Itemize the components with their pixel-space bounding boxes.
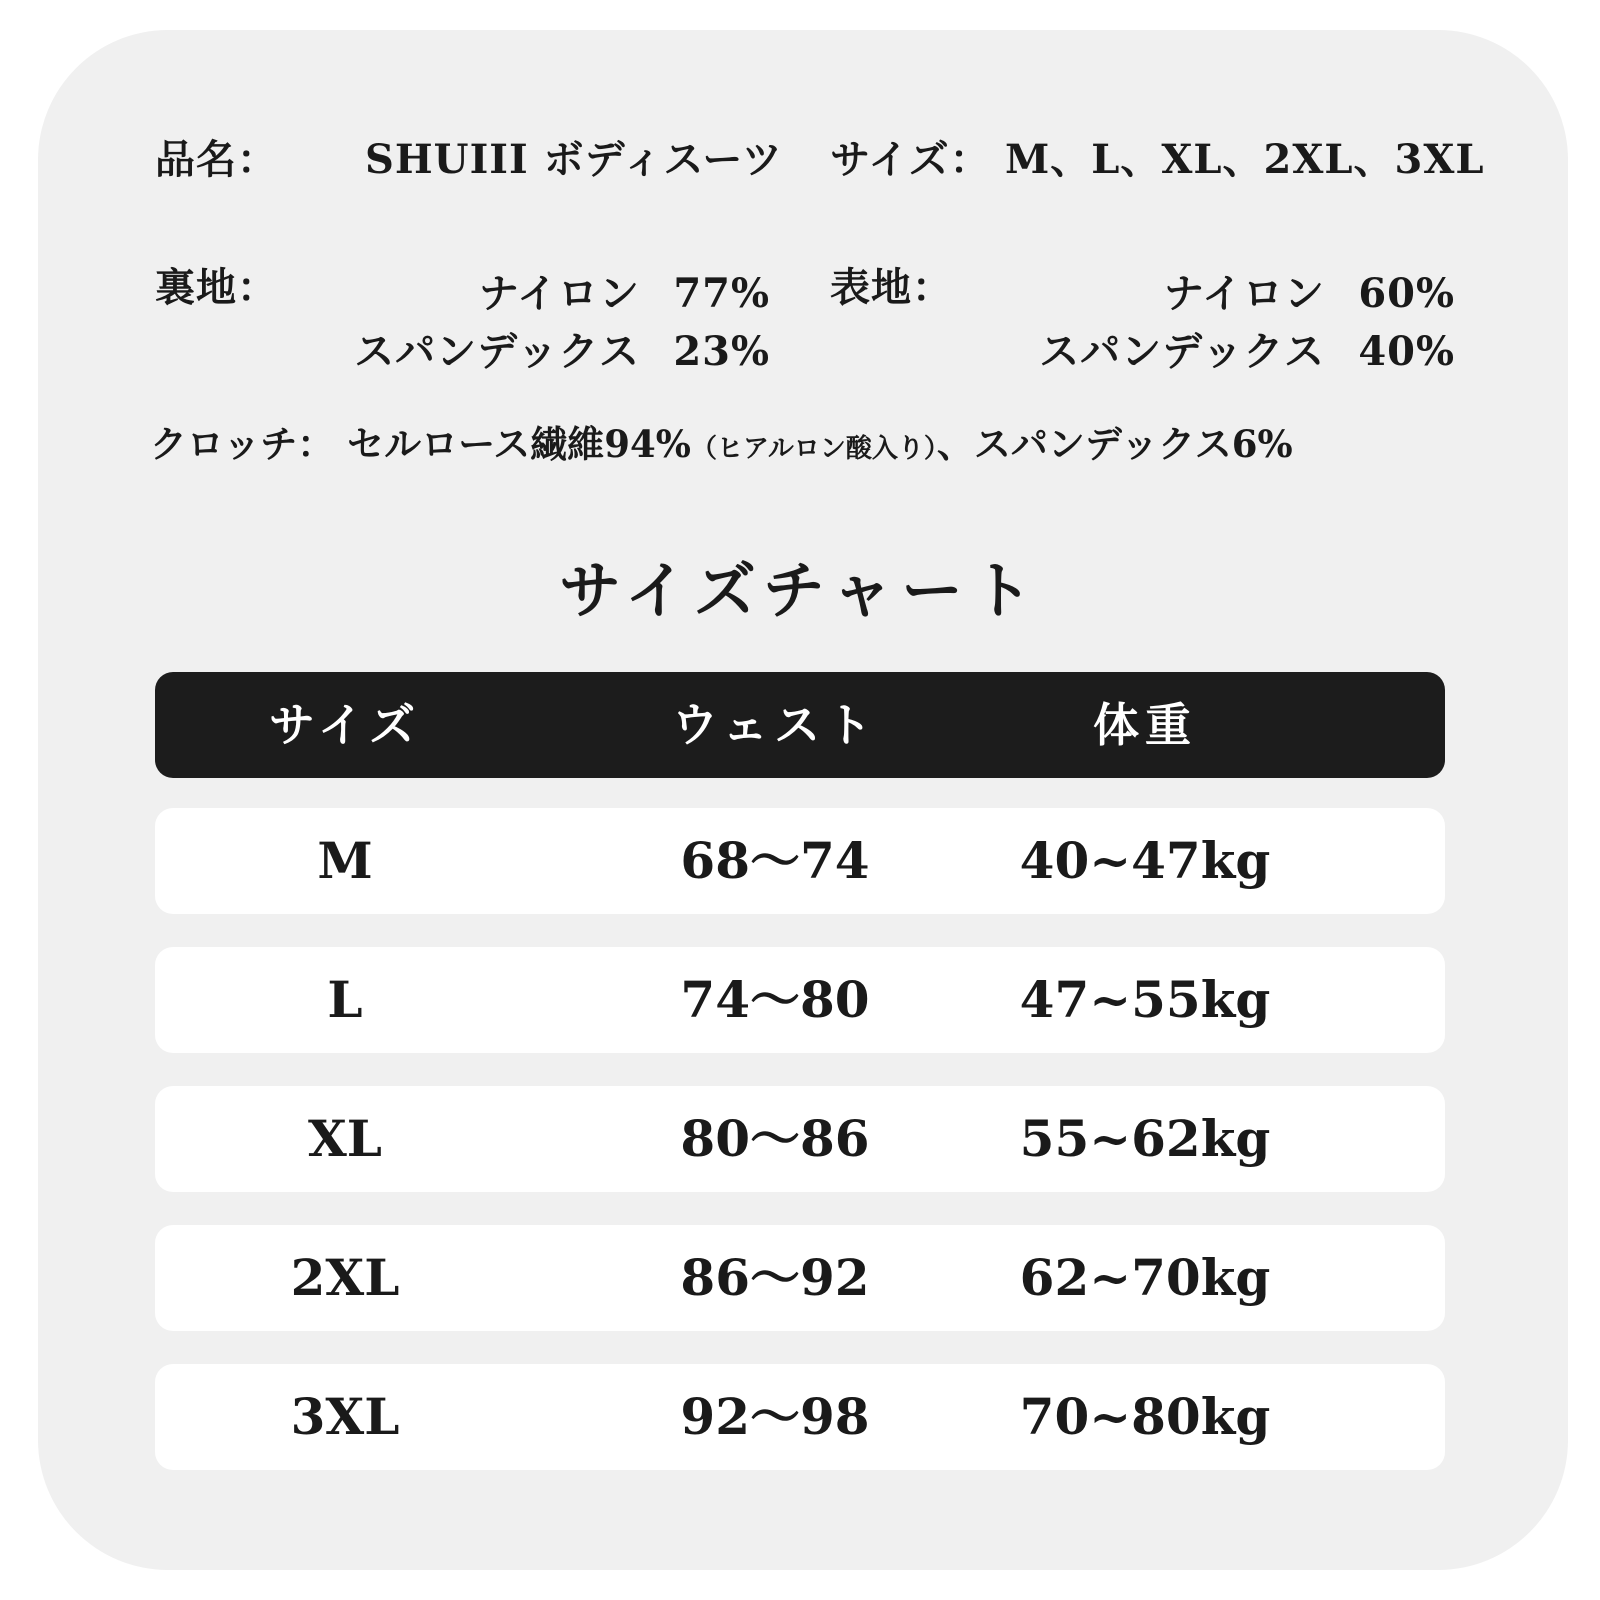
crotch-main: セルロース繊維94% (347, 422, 691, 466)
lining-percent: 23% (673, 328, 770, 375)
outer-material: ナイロン (1163, 270, 1325, 317)
row-size: 3XL (290, 1387, 400, 1446)
row-weight: 62~70kg (1019, 1248, 1271, 1307)
crotch-line (150, 422, 1293, 466)
header-waist: ウェスト (671, 698, 879, 752)
lining-label: 裏地： (155, 264, 278, 311)
outer-percent: 40% (1358, 328, 1455, 375)
row-weight: 40~47kg (1019, 831, 1271, 890)
spec-card (38, 30, 1568, 1570)
product-name-label: 品名： (155, 136, 278, 183)
product-name: SHUIII ボディスーツ (365, 136, 783, 183)
table-row (155, 808, 1445, 914)
table-row (155, 1086, 1445, 1192)
table-row (155, 1225, 1445, 1331)
crotch-rest: 、スパンデックス6% (936, 422, 1293, 466)
row-waist: 92～98 (680, 1387, 870, 1446)
crotch-note: （ヒアルロン酸入り） (690, 434, 937, 464)
row-waist: 74～80 (680, 970, 870, 1029)
outer-material: スパンデックス (1039, 328, 1325, 375)
table-row (155, 947, 1445, 1053)
crotch-label: クロッチ： (150, 422, 335, 466)
size-label: サイズ： (830, 136, 991, 183)
size-list: M、L、XL、2XL、3XL (1005, 136, 1485, 183)
row-waist: 68～74 (680, 831, 870, 890)
row-weight: 47~55kg (1019, 970, 1271, 1029)
size-chart-header (155, 672, 1445, 778)
outer-label: 表地： (830, 264, 953, 311)
lining-percent: 77% (673, 270, 770, 317)
row-size: XL (308, 1109, 382, 1168)
lining-material: スパンデックス (354, 328, 640, 375)
header-size: サイズ (268, 698, 422, 752)
row-weight: 70~80kg (1019, 1387, 1271, 1446)
table-row (155, 1364, 1445, 1470)
row-size: M (317, 831, 373, 890)
row-size: L (327, 970, 363, 1029)
lining-material: ナイロン (478, 270, 640, 317)
size-chart-title: サイズチャート (559, 554, 1041, 627)
header-weight: 体重 (1093, 698, 1197, 752)
outer-percent: 60% (1358, 270, 1455, 317)
row-size: 2XL (290, 1248, 400, 1307)
row-waist: 86～92 (680, 1248, 870, 1307)
row-weight: 55~62kg (1019, 1109, 1271, 1168)
row-waist: 80～86 (680, 1109, 870, 1168)
